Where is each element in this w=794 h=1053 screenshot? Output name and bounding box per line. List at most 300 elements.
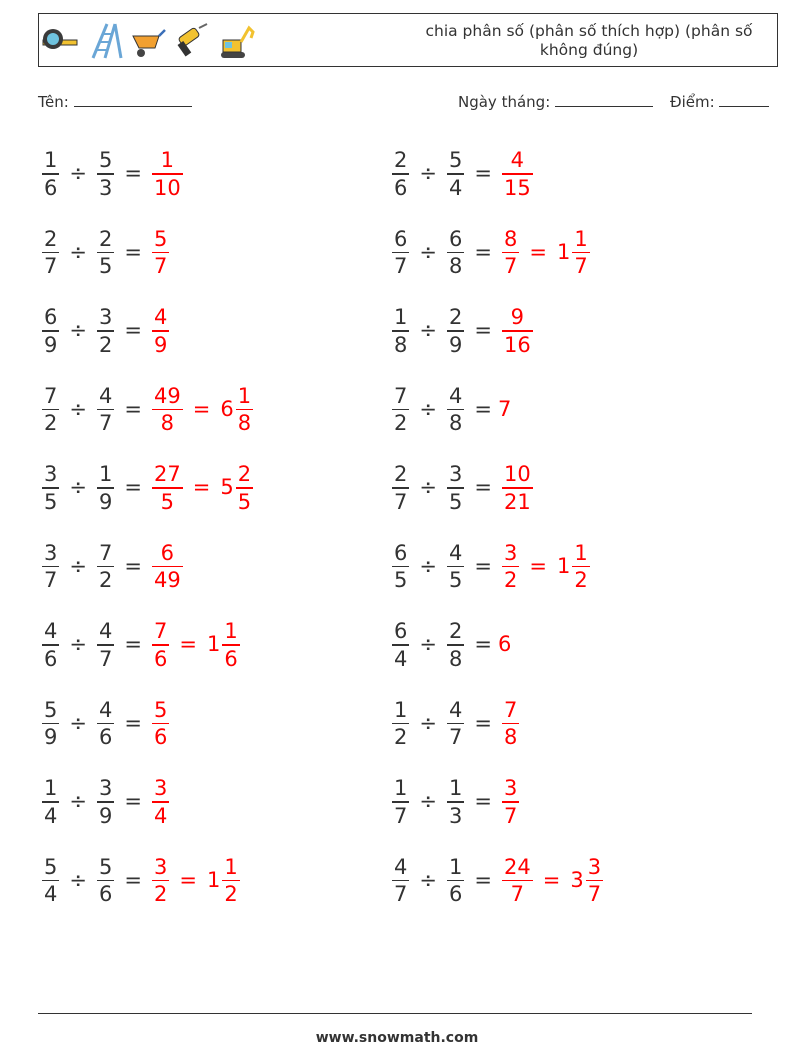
- problem-3: [38, 226, 173, 280]
- answer: [498, 304, 537, 358]
- answer-fraction-denominator: 49: [153, 568, 181, 592]
- footer-divider: [38, 1013, 752, 1014]
- dividend-fraction-denominator: 7: [394, 254, 408, 278]
- divisor-fraction-numerator: 4: [448, 540, 463, 565]
- answer-fraction: [152, 147, 183, 201]
- answer: [498, 540, 594, 594]
- equals-sign: =: [124, 710, 142, 735]
- dividend-fraction: [392, 226, 409, 280]
- dividend-fraction-numerator: 6: [394, 226, 408, 251]
- answer-fraction-numerator: 4: [510, 148, 525, 172]
- divisor-fraction: [97, 383, 114, 437]
- answer-fraction: [152, 775, 169, 829]
- problem-17: [38, 775, 173, 829]
- divisor-fraction: [97, 304, 114, 358]
- answer-fraction: [502, 854, 533, 908]
- answer-fraction-numerator: 49: [153, 383, 181, 408]
- answer-equals-sign: =: [542, 867, 561, 892]
- name-field: [38, 92, 192, 111]
- equals-sign: =: [124, 475, 142, 500]
- answer-fraction: [502, 697, 519, 751]
- divisor-fraction: [97, 854, 114, 908]
- mixed-fraction-numerator: 2: [237, 462, 252, 486]
- problem-20: [388, 854, 607, 908]
- problem-6: [388, 304, 537, 358]
- mixed-whole: 1: [206, 632, 221, 657]
- mixed-fraction-numerator: 1: [574, 226, 588, 251]
- mixed-fraction-denominator: 2: [224, 882, 238, 906]
- answer-fraction: [502, 226, 519, 280]
- name-label: Tên:: [38, 93, 69, 111]
- divisor-fraction-denominator: 5: [98, 254, 113, 278]
- problem-4: [388, 226, 594, 280]
- divisor-fraction-numerator: 2: [448, 305, 463, 329]
- divisor-fraction-numerator: 3: [98, 776, 113, 800]
- divide-sign: ÷: [419, 553, 437, 578]
- answer-fraction-numerator: 27: [153, 462, 181, 486]
- dividend-fraction-numerator: 1: [394, 697, 408, 722]
- dividend-fraction-numerator: 5: [44, 854, 58, 879]
- mixed-fraction-denominator: 5: [237, 489, 252, 514]
- dividend-fraction-numerator: 1: [44, 148, 58, 172]
- answer: [498, 634, 511, 655]
- divisor-fraction-denominator: 6: [98, 882, 113, 906]
- answer-fraction-denominator: 21: [503, 489, 531, 514]
- answer-fraction-denominator: 10: [153, 175, 181, 200]
- divisor-fraction-denominator: 9: [448, 332, 463, 357]
- score-field: [670, 92, 769, 111]
- divisor-fraction: [447, 540, 464, 594]
- score-label: Điểm:: [670, 93, 715, 111]
- divisor-fraction-numerator: 5: [448, 148, 463, 172]
- divisor-fraction-denominator: 6: [448, 882, 463, 906]
- ladder-icon: [85, 22, 123, 60]
- mixed-fraction-numerator: 1: [574, 540, 588, 565]
- mixed-fraction: [236, 383, 253, 437]
- divisor-fraction-denominator: 4: [448, 175, 463, 200]
- answer-fraction-denominator: 16: [503, 332, 531, 357]
- dividend-fraction-denominator: 9: [44, 332, 58, 357]
- divisor-fraction-numerator: 4: [98, 619, 113, 643]
- dividend-fraction: [42, 775, 59, 829]
- answer-fraction: [152, 304, 169, 358]
- mixed-fraction-numerator: 1: [224, 854, 238, 879]
- answer-equals-sign: =: [179, 867, 197, 892]
- date-blank: [555, 92, 653, 107]
- equals-sign: =: [124, 867, 142, 892]
- answer-fraction-denominator: 7: [503, 803, 518, 828]
- equals-sign: =: [474, 632, 492, 657]
- divide-sign: ÷: [69, 710, 87, 735]
- divide-sign: ÷: [69, 867, 87, 892]
- dividend-fraction-denominator: 5: [394, 568, 408, 592]
- divisor-fraction: [97, 540, 114, 594]
- answer: [148, 854, 244, 908]
- equals-sign: =: [474, 867, 492, 892]
- divisor-fraction: [447, 697, 464, 751]
- answer-fraction-denominator: 15: [503, 175, 531, 200]
- mixed-fraction-denominator: 2: [574, 568, 588, 592]
- name-blank: [74, 92, 192, 107]
- wheelbarrow-icon: [129, 22, 167, 60]
- answer-equals-sign: =: [529, 239, 547, 264]
- answer-equals-sign: =: [192, 475, 211, 500]
- dividend-fraction-numerator: 7: [44, 383, 58, 408]
- dividend-fraction: [42, 461, 59, 515]
- divide-sign: ÷: [69, 553, 87, 578]
- answer-fraction-denominator: 8: [160, 411, 175, 435]
- answer: [148, 540, 187, 594]
- dividend-fraction-numerator: 2: [44, 226, 58, 251]
- divide-sign: ÷: [69, 475, 87, 500]
- divisor-fraction: [447, 383, 464, 437]
- dividend-fraction: [42, 304, 59, 358]
- dividend-fraction: [392, 540, 409, 594]
- mixed-whole: 6: [220, 396, 234, 421]
- divisor-fraction-denominator: 8: [448, 254, 463, 278]
- tape-measure-icon: [41, 22, 79, 60]
- divide-sign: ÷: [419, 867, 437, 892]
- answer: [148, 618, 244, 672]
- answer-fraction-denominator: 2: [503, 568, 518, 592]
- dividend-fraction: [392, 854, 409, 908]
- answer: [498, 697, 523, 751]
- problem-11: [38, 540, 187, 594]
- dividend-fraction-numerator: 2: [394, 462, 408, 486]
- problem-5: [38, 304, 173, 358]
- divisor-fraction: [447, 226, 464, 280]
- divisor-fraction: [97, 147, 114, 201]
- divisor-fraction-denominator: 3: [448, 803, 463, 828]
- mixed-fraction-denominator: 7: [574, 254, 588, 278]
- mixed-fraction: [586, 854, 603, 908]
- divide-sign: ÷: [419, 475, 437, 500]
- answer-equals-sign: =: [529, 553, 547, 578]
- dividend-fraction: [42, 697, 59, 751]
- divisor-fraction-denominator: 7: [98, 646, 113, 671]
- answer-fraction-denominator: 7: [503, 254, 518, 278]
- answer: [148, 383, 257, 437]
- answer-fraction: [502, 540, 519, 594]
- dividend-fraction-denominator: 2: [394, 411, 408, 435]
- divide-sign: ÷: [419, 239, 437, 264]
- worksheet-title: chia phân số (phân số thích hợp) (phân số không đúng): [425, 22, 753, 59]
- answer: [148, 304, 173, 358]
- answer-fraction-denominator: 2: [153, 882, 168, 906]
- dividend-fraction-denominator: 2: [44, 411, 58, 435]
- equals-sign: =: [124, 161, 142, 186]
- dividend-fraction: [42, 540, 59, 594]
- dividend-fraction-denominator: 8: [394, 332, 408, 357]
- divisor-fraction-numerator: 4: [448, 697, 463, 722]
- equals-sign: =: [124, 318, 142, 343]
- answer-fraction-numerator: 7: [503, 697, 518, 722]
- answer: [498, 775, 523, 829]
- drill-icon: [173, 22, 211, 60]
- dividend-fraction: [392, 618, 409, 672]
- equals-sign: =: [124, 632, 142, 657]
- divisor-fraction: [97, 618, 114, 672]
- dividend-fraction-denominator: 4: [394, 646, 408, 671]
- equals-sign: =: [474, 239, 492, 264]
- dividend-fraction-denominator: 7: [394, 489, 408, 514]
- answer-fraction-numerator: 10: [503, 462, 531, 486]
- footer-url: www.snowmath.com: [315, 1030, 479, 1046]
- divisor-fraction-numerator: 4: [448, 383, 463, 408]
- answer: [498, 147, 537, 201]
- divisor-fraction: [447, 618, 464, 672]
- dividend-fraction-numerator: 1: [394, 776, 408, 800]
- divisor-fraction-numerator: 4: [98, 697, 113, 722]
- answer-fraction-numerator: 5: [153, 697, 168, 722]
- dividend-fraction-denominator: 7: [44, 568, 58, 592]
- dividend-fraction: [392, 461, 409, 515]
- divisor-fraction: [447, 147, 464, 201]
- dividend-fraction-numerator: 6: [394, 540, 408, 565]
- answer-fraction-numerator: 3: [503, 776, 518, 800]
- date-label: Ngày tháng:: [458, 93, 551, 111]
- answer-equals-sign: =: [179, 632, 197, 657]
- divisor-fraction-denominator: 3: [98, 175, 113, 200]
- answer-fraction-denominator: 8: [503, 725, 518, 749]
- problem-13: [38, 618, 244, 672]
- answer-fraction-denominator: 6: [153, 646, 168, 671]
- divide-sign: ÷: [69, 789, 87, 814]
- worksheet-header: [38, 13, 778, 67]
- dividend-fraction-denominator: 7: [394, 882, 408, 906]
- dividend-fraction-denominator: 6: [44, 646, 58, 671]
- dividend-fraction: [392, 383, 409, 437]
- divide-sign: ÷: [419, 710, 437, 735]
- equals-sign: =: [474, 789, 492, 814]
- divisor-fraction-numerator: 1: [98, 462, 113, 486]
- answer-fraction-numerator: 9: [510, 305, 525, 329]
- divisor-fraction: [97, 461, 114, 515]
- answer-fraction: [502, 461, 533, 515]
- divisor-fraction-denominator: 6: [98, 725, 113, 749]
- dividend-fraction-numerator: 3: [44, 540, 58, 565]
- answer-equals-sign: =: [192, 396, 211, 421]
- divisor-fraction-numerator: 6: [448, 226, 463, 251]
- dividend-fraction: [392, 775, 409, 829]
- divisor-fraction-numerator: 7: [98, 540, 113, 565]
- dividend-fraction-numerator: 4: [394, 854, 408, 879]
- problem-9: [38, 461, 257, 515]
- answer-fraction: [152, 540, 183, 594]
- answer-fraction-numerator: 7: [153, 619, 168, 643]
- answer: [498, 854, 607, 908]
- answer-fraction: [152, 383, 183, 437]
- divide-sign: ÷: [69, 161, 87, 186]
- dividend-fraction-denominator: 6: [44, 175, 58, 200]
- answer-fraction-numerator: 3: [503, 540, 518, 565]
- dividend-fraction-denominator: 7: [44, 254, 58, 278]
- divisor-fraction-denominator: 8: [448, 411, 463, 435]
- divisor-fraction-denominator: 2: [98, 568, 113, 592]
- divisor-fraction-numerator: 1: [448, 776, 463, 800]
- dividend-fraction: [42, 226, 59, 280]
- divide-sign: ÷: [419, 318, 437, 343]
- answer-fraction-numerator: 4: [153, 305, 168, 329]
- answer-fraction-numerator: 1: [160, 148, 175, 172]
- dividend-fraction-numerator: 7: [394, 383, 408, 408]
- answer: [148, 226, 173, 280]
- mixed-fraction-denominator: 7: [587, 882, 602, 906]
- mixed-fraction: [222, 618, 239, 672]
- equals-sign: =: [124, 789, 142, 814]
- mixed-fraction-denominator: 6: [224, 646, 238, 671]
- answer-fraction-denominator: 7: [510, 882, 525, 906]
- problem-7: [38, 383, 257, 437]
- dividend-fraction: [392, 147, 409, 201]
- equals-sign: =: [474, 161, 492, 186]
- divisor-fraction: [97, 226, 114, 280]
- divisor-fraction: [97, 775, 114, 829]
- dividend-fraction-denominator: 6: [394, 175, 408, 200]
- answer-integer: 7: [497, 396, 512, 421]
- mixed-fraction-denominator: 8: [237, 411, 252, 435]
- problem-14: [388, 618, 511, 672]
- divide-sign: ÷: [419, 632, 437, 657]
- answer-fraction: [152, 854, 169, 908]
- divisor-fraction-numerator: 5: [98, 148, 113, 172]
- answer-fraction-numerator: 5: [153, 226, 168, 251]
- dividend-fraction: [42, 383, 59, 437]
- problem-16: [388, 697, 523, 751]
- mixed-fraction-numerator: 1: [224, 619, 238, 643]
- divisor-fraction-denominator: 2: [98, 332, 113, 357]
- dividend-fraction-denominator: 2: [394, 725, 408, 749]
- mixed-whole: 3: [570, 867, 584, 892]
- divide-sign: ÷: [69, 396, 87, 421]
- equals-sign: =: [124, 396, 142, 421]
- mixed-whole: 5: [220, 475, 234, 500]
- excavator-icon: [217, 22, 255, 60]
- answer-fraction: [152, 226, 169, 280]
- divisor-fraction-denominator: 8: [448, 646, 463, 671]
- dividend-fraction-numerator: 2: [394, 148, 408, 172]
- mixed-fraction: [572, 540, 589, 594]
- equals-sign: =: [124, 553, 142, 578]
- dividend-fraction-numerator: 3: [44, 462, 58, 486]
- divisor-fraction: [447, 461, 464, 515]
- answer-fraction-numerator: 6: [160, 540, 175, 565]
- equals-sign: =: [124, 239, 142, 264]
- problem-19: [38, 854, 244, 908]
- divide-sign: ÷: [419, 789, 437, 814]
- dividend-fraction: [42, 147, 59, 201]
- dividend-fraction-denominator: 9: [44, 725, 58, 749]
- dividend-fraction: [392, 697, 409, 751]
- divisor-fraction-numerator: 4: [98, 383, 113, 408]
- dividend-fraction-numerator: 1: [394, 305, 408, 329]
- divisor-fraction-denominator: 7: [448, 725, 463, 749]
- divisor-fraction-denominator: 5: [448, 568, 463, 592]
- problem-1: [38, 147, 187, 201]
- divisor-fraction-denominator: 5: [448, 489, 463, 514]
- problem-8: [388, 383, 511, 437]
- dividend-fraction-numerator: 1: [44, 776, 58, 800]
- dividend-fraction: [392, 304, 409, 358]
- answer-fraction-numerator: 24: [503, 854, 531, 879]
- mixed-fraction: [222, 854, 239, 908]
- equals-sign: =: [474, 396, 492, 421]
- answer: [498, 226, 594, 280]
- equals-sign: =: [474, 475, 492, 500]
- mixed-fraction: [572, 226, 589, 280]
- divide-sign: ÷: [69, 318, 87, 343]
- answer-fraction: [152, 461, 183, 515]
- problem-18: [388, 775, 523, 829]
- divisor-fraction-denominator: 9: [98, 489, 113, 514]
- equals-sign: =: [474, 710, 492, 735]
- answer: [148, 775, 173, 829]
- problem-2: [388, 147, 537, 201]
- dividend-fraction-denominator: 5: [44, 489, 58, 514]
- answer-fraction-numerator: 3: [153, 776, 168, 800]
- divisor-fraction-denominator: 7: [98, 411, 113, 435]
- answer-fraction-denominator: 5: [160, 489, 175, 514]
- divide-sign: ÷: [69, 239, 87, 264]
- answer: [148, 147, 187, 201]
- divisor-fraction-denominator: 9: [98, 803, 113, 828]
- answer-fraction-denominator: 6: [153, 725, 168, 749]
- mixed-whole: 1: [206, 867, 221, 892]
- dividend-fraction-denominator: 7: [394, 803, 408, 828]
- divisor-fraction: [97, 697, 114, 751]
- answer-fraction: [502, 775, 519, 829]
- dividend-fraction-numerator: 6: [394, 619, 408, 643]
- divide-sign: ÷: [419, 161, 437, 186]
- answer-fraction: [502, 147, 533, 201]
- dividend-fraction-numerator: 4: [44, 619, 58, 643]
- divisor-fraction-numerator: 5: [98, 854, 113, 879]
- answer-fraction-denominator: 9: [153, 332, 168, 357]
- dividend-fraction-denominator: 4: [44, 882, 58, 906]
- header-icons: [41, 22, 255, 60]
- divisor-fraction-numerator: 3: [98, 305, 113, 329]
- answer: [148, 461, 257, 515]
- answer-fraction: [152, 618, 169, 672]
- mixed-whole: 1: [556, 239, 571, 264]
- answer-fraction-denominator: 7: [153, 254, 168, 278]
- score-blank: [719, 92, 769, 107]
- divisor-fraction-numerator: 1: [448, 854, 463, 879]
- divisor-fraction: [447, 775, 464, 829]
- mixed-fraction: [236, 461, 253, 515]
- divisor-fraction-numerator: 2: [448, 619, 463, 643]
- answer-fraction: [152, 697, 169, 751]
- mixed-whole: 1: [556, 553, 571, 578]
- divisor-fraction: [447, 854, 464, 908]
- answer-fraction-numerator: 8: [503, 226, 518, 251]
- dividend-fraction: [42, 618, 59, 672]
- answer: [148, 697, 173, 751]
- dividend-fraction-numerator: 6: [44, 305, 58, 329]
- equals-sign: =: [474, 318, 492, 343]
- mixed-fraction-numerator: 1: [237, 383, 252, 408]
- problem-12: [388, 540, 594, 594]
- divisor-fraction-numerator: 2: [98, 226, 113, 251]
- dividend-fraction: [42, 854, 59, 908]
- divide-sign: ÷: [69, 632, 87, 657]
- date-field: [458, 92, 653, 111]
- divisor-fraction: [447, 304, 464, 358]
- divisor-fraction-numerator: 3: [448, 462, 463, 486]
- answer-fraction: [502, 304, 533, 358]
- divide-sign: ÷: [419, 396, 437, 421]
- answer-fraction-numerator: 3: [153, 854, 168, 879]
